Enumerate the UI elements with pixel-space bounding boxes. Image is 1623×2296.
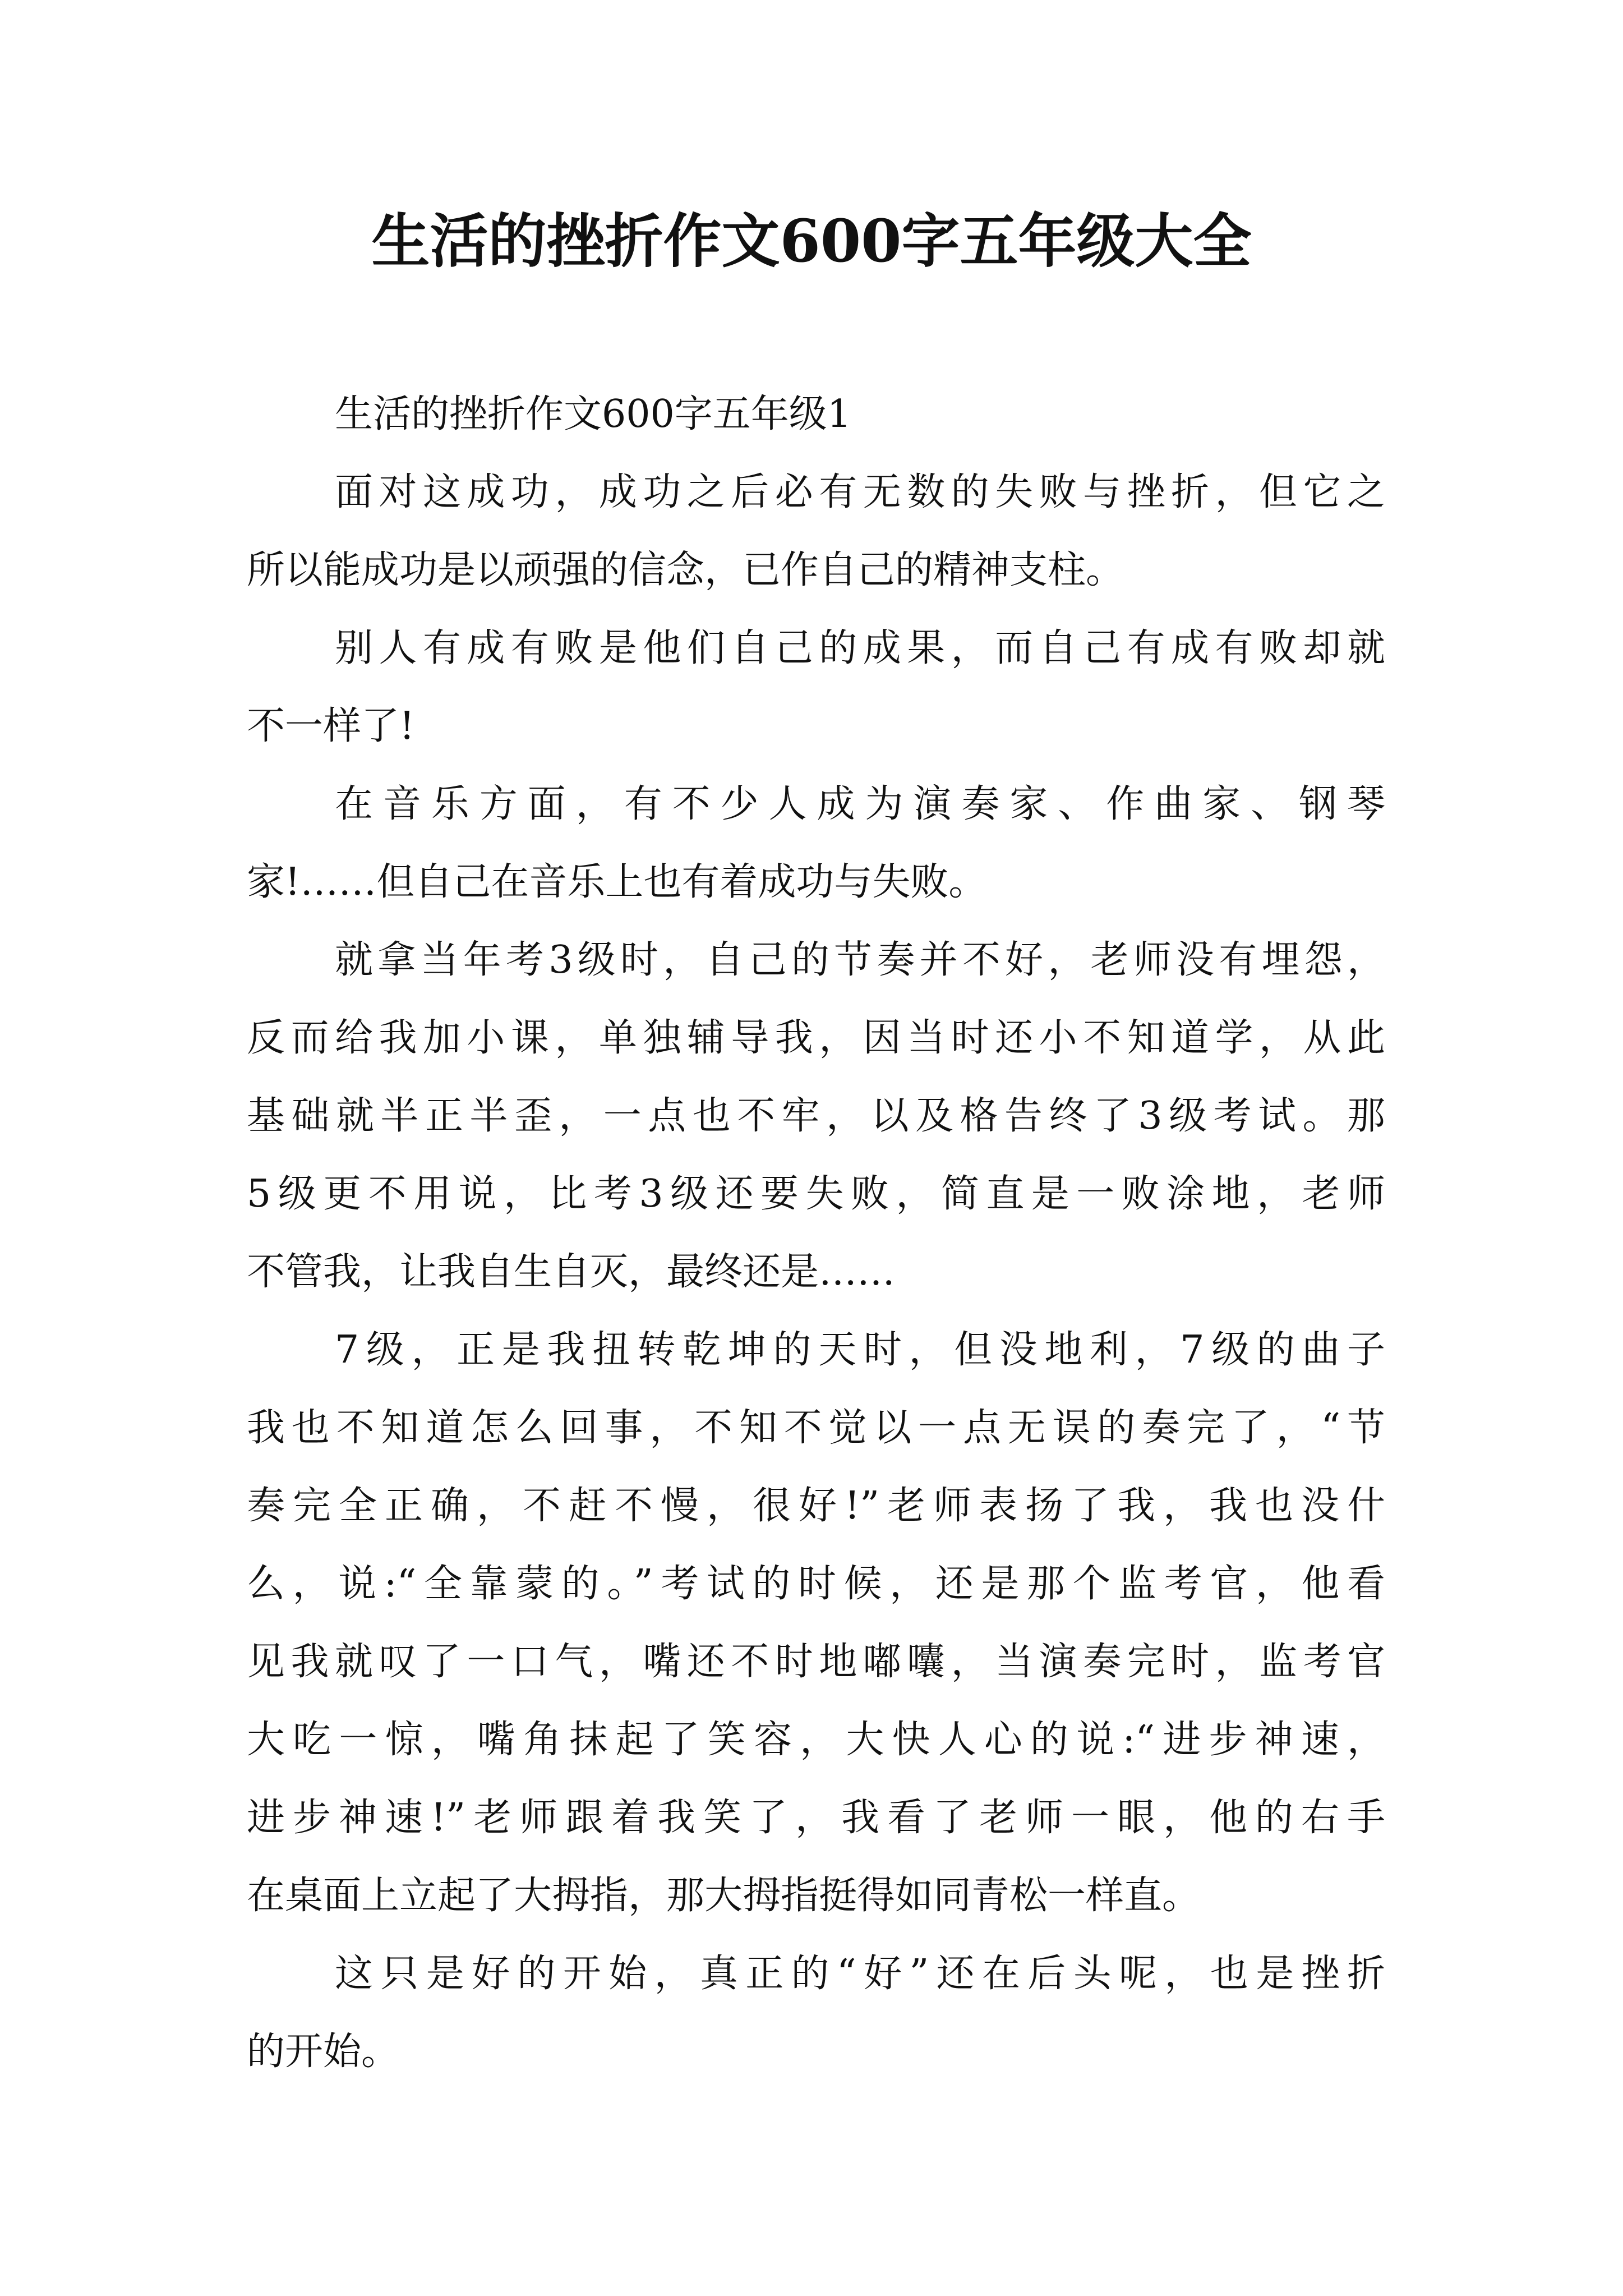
paragraph-line: 所以能成功是以顽强的信念，已作自己的精神支柱。 [247,548,1124,592]
paragraph-line: 么，说:“全靠蒙的。”考试的时候，还是那个监考官，他看 [247,1562,1385,1606]
paragraph-line: 基础就半正半歪，一点也不牢，以及格告终了3级考试。那 [247,1094,1385,1138]
paragraph-line: 在音乐方面，有不少人成为演奏家、作曲家、钢琴 [335,782,1385,826]
paragraph-line: 反而给我加小课，单独辅导我，因当时还小不知道学，从此 [247,1016,1385,1060]
section-heading: 生活的挫折作文600字五年级1 [335,392,852,436]
document-title: 生活的挫折作文600字五年级大全 [371,206,1252,275]
paragraph-line: 的开始。 [247,2030,400,2074]
paragraph-line: 7级，正是我扭转乾坤的天时，但没地利，7级的曲子 [335,1328,1385,1372]
paragraph-line: 就拿当年考3级时，自己的节奏并不好，老师没有埋怨， [335,938,1385,982]
paragraph-line: 不一样了! [247,704,415,748]
paragraph-line: 在桌面上立起了大拇指，那大拇指挺得如同青松一样直。 [247,1874,1201,1918]
paragraph-line: 进步神速!”老师跟着我笑了，我看了老师一眼，他的右手 [247,1796,1385,1840]
paragraph-line: 这只是好的开始，真正的“好”还在后头呢，也是挫折 [335,1952,1385,1996]
paragraph-line: 我也不知道怎么回事，不知不觉以一点无误的奏完了，“节 [247,1406,1385,1450]
paragraph-line: 见我就叹了一口气，嘴还不时地嘟囔，当演奏完时，监考官 [247,1640,1385,1684]
paragraph-line: 不管我，让我自生自灭，最终还是…… [247,1250,896,1294]
paragraph-line: 奏完全正确，不赶不慢，很好!”老师表扬了我，我也没什 [247,1484,1385,1528]
paragraph-line: 别人有成有败是他们自己的成果，而自己有成有败却就 [335,626,1385,670]
paragraph-line: 5级更不用说，比考3级还要失败，简直是一败涂地，老师 [247,1172,1385,1216]
paragraph-line: 家!……但自己在音乐上也有着成功与失败。 [247,860,987,904]
paragraph-line: 面对这成功，成功之后必有无数的失败与挫折，但它之 [335,470,1385,514]
paragraph-line: 大吃一惊，嘴角抹起了笑容，大快人心的说:“进步神速， [247,1718,1385,1762]
